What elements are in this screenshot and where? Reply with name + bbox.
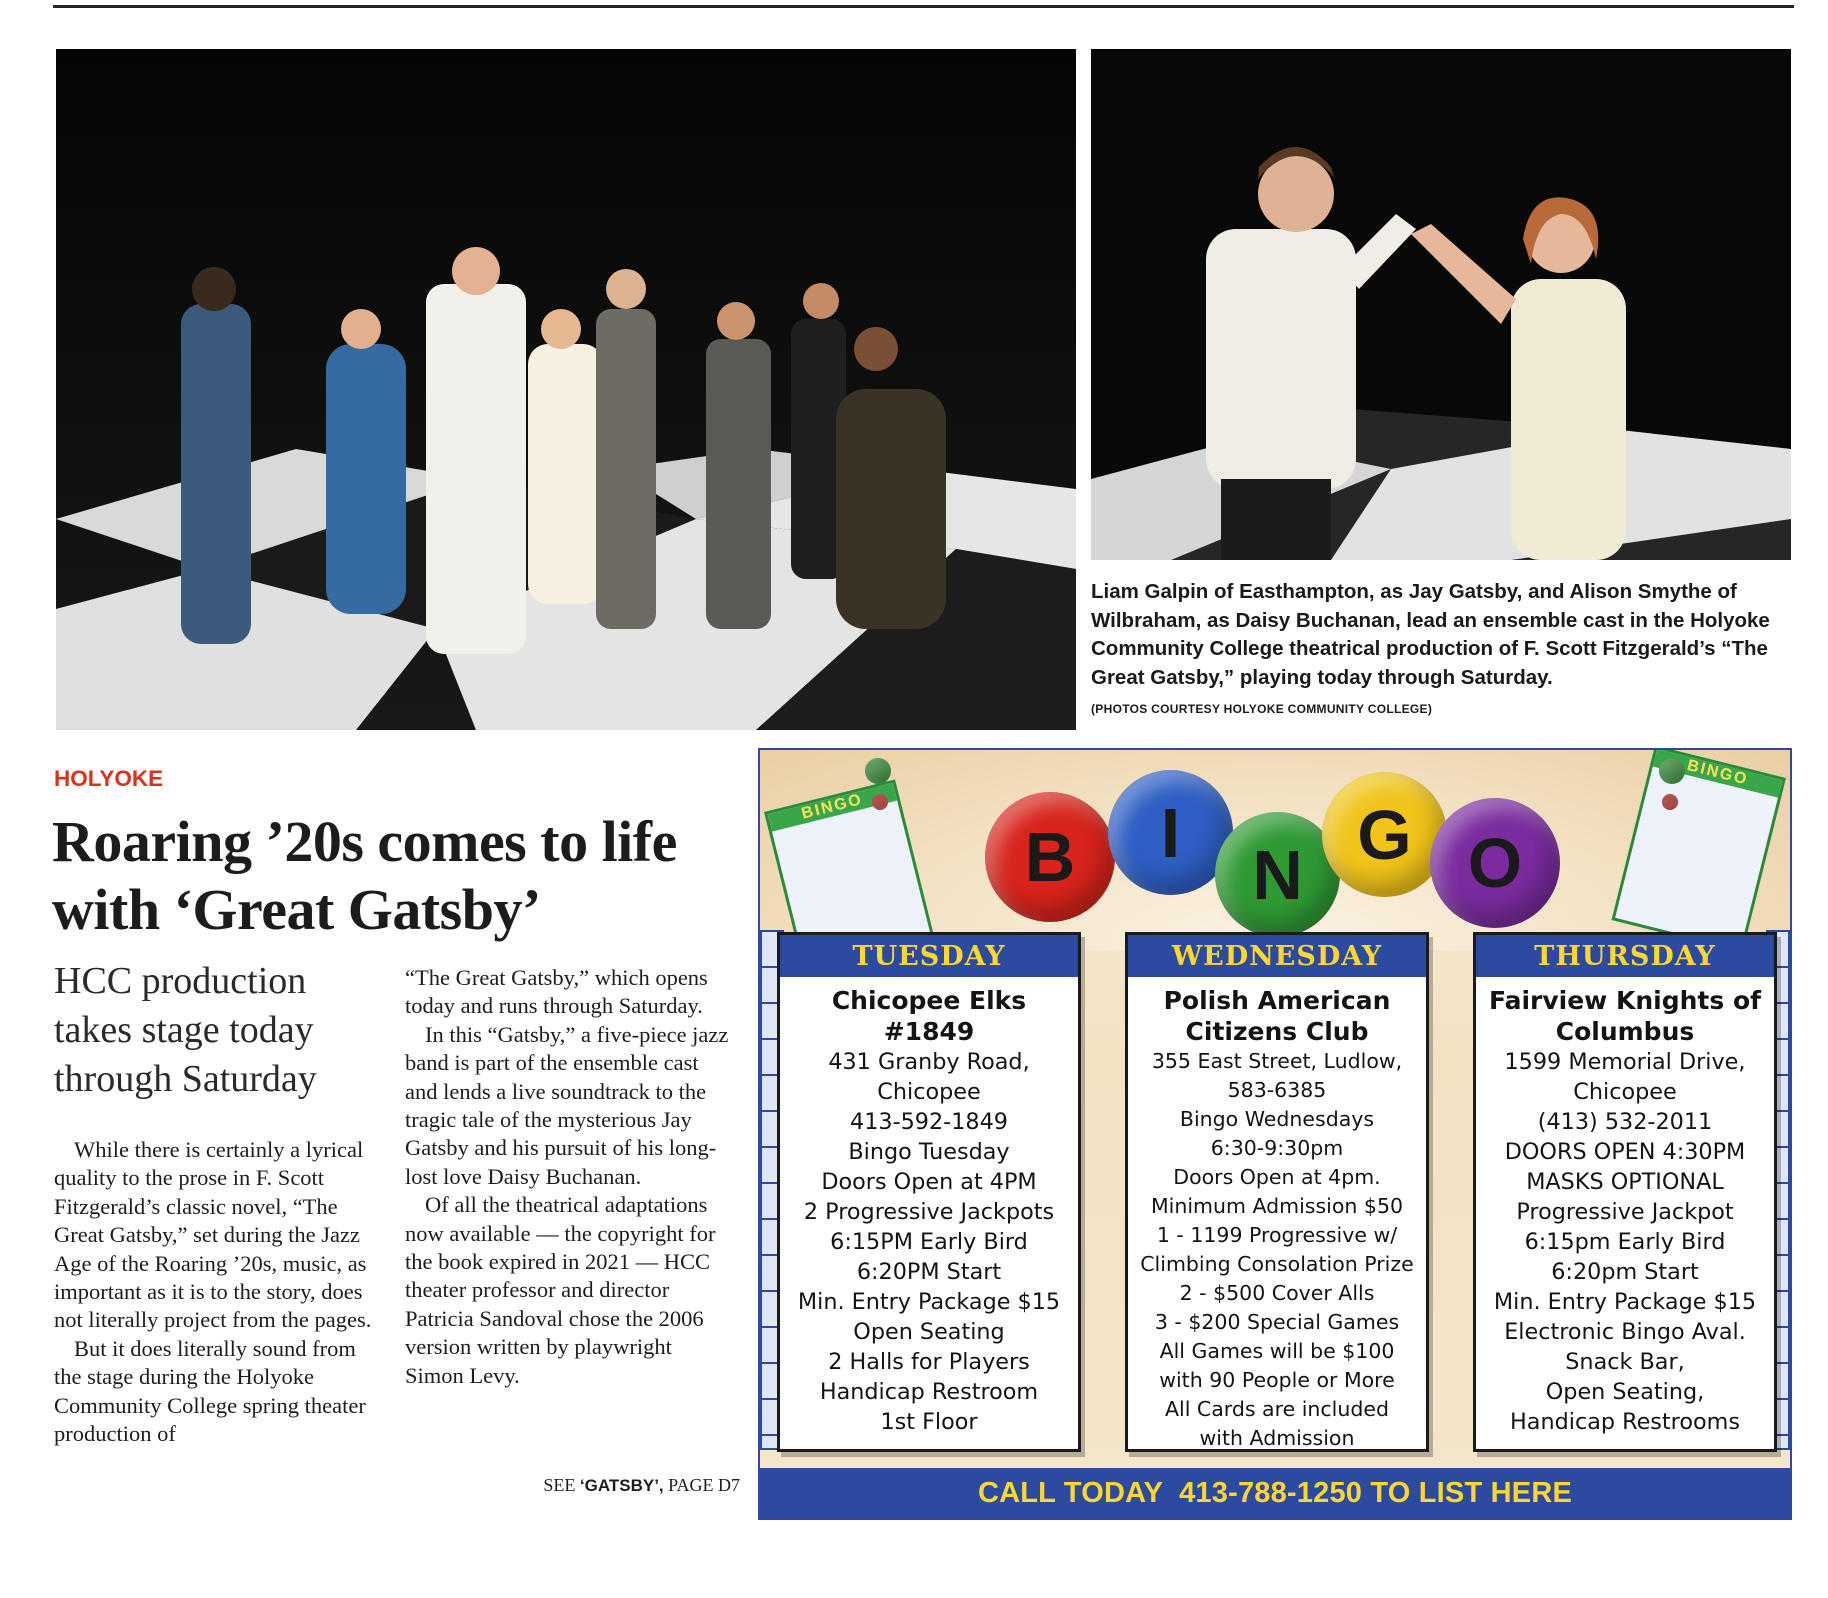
bingo-ball-g	[1322, 772, 1447, 897]
ball-letter: G	[1357, 795, 1412, 874]
jump-page: PAGE D7	[668, 1475, 740, 1495]
venue-line: Minimum Admission $50	[1150, 1194, 1404, 1218]
venue-line: 6:20PM Start	[856, 1259, 1002, 1285]
venue-line: Doors Open at 4pm.	[1173, 1165, 1381, 1189]
venue-line: 6:30-9:30pm	[1210, 1136, 1344, 1160]
venue-line: (413) 532-2011	[1537, 1109, 1713, 1135]
venue-line: Progressive Jackpot	[1516, 1199, 1734, 1225]
venue-line: 3 - $200 Special Games	[1154, 1310, 1400, 1334]
section-kicker: HOLYOKE	[54, 766, 164, 791]
venue-line: All Games will be $100	[1159, 1339, 1395, 1363]
venue-line: 2 Halls for Players	[828, 1349, 1030, 1375]
venue-line: MASKS OPTIONAL	[1526, 1169, 1724, 1195]
venue-panel-wednesday	[1125, 932, 1429, 1452]
paragraph: But it does literally sound from the stage during the Holyoke Community College spring theater production of	[54, 1335, 366, 1447]
jump-target: ‘GATSBY’,	[579, 1476, 664, 1495]
venue-name: Polish American	[1163, 986, 1391, 1015]
venue-panel-tuesday	[777, 932, 1081, 1452]
venue-name: Citizens Club	[1185, 1017, 1369, 1046]
small-bingo-ball-icon	[1659, 758, 1685, 784]
venue-line: Handicap Restroom	[819, 1379, 1039, 1405]
jump-line	[520, 1475, 740, 1496]
ball-letter: I	[1160, 793, 1181, 872]
venue-details	[1476, 977, 1774, 1437]
ad-footer-call-to-action: CALL TODAY 413-788-1250 TO LIST HERE	[760, 1468, 1790, 1518]
bingo-advertisement	[758, 748, 1792, 1520]
venue-line: Chicopee	[1573, 1079, 1677, 1105]
venue-line: All Cards are included	[1164, 1397, 1390, 1421]
day-heading: THURSDAY	[1476, 935, 1774, 977]
article-column-1	[54, 1136, 374, 1448]
venue-line: Bingo Tuesday	[848, 1139, 1010, 1165]
small-bingo-ball-icon	[865, 758, 891, 784]
bingo-card-label: BINGO	[768, 783, 898, 832]
photo-caption: Liam Galpin of Easthampton, as Jay Gatsby, and Alison Smythe of Wilbraham, as Daisy Buchanan, lead an ensemble cast in the Holyoke Community College theatrical production of F. Scott Fitzgerald’s “The Great Gatsby,” playing today through Saturday.	[1091, 580, 1770, 689]
jump-prefix: SEE	[543, 1475, 576, 1495]
ball-letter: N	[1252, 835, 1303, 914]
bingo-card-label: BINGO	[1653, 749, 1783, 798]
venue-line: Open Seating	[853, 1319, 1005, 1345]
venue-line: 583-6385	[1227, 1078, 1327, 1102]
venue-panel-thursday	[1473, 932, 1777, 1452]
venue-line: 1599 Memorial Drive,	[1504, 1049, 1746, 1075]
venue-line: 6:15PM Early Bird	[830, 1229, 1028, 1255]
ball-letter: O	[1467, 824, 1523, 902]
bingo-ball-o	[1430, 798, 1560, 928]
paragraph: “The Great Gatsby,” which opens today and runs through Saturday.	[405, 965, 708, 1019]
venue-line: Open Seating,	[1545, 1379, 1705, 1405]
venue-line: Snack Bar,	[1565, 1349, 1685, 1375]
venue-name: Fairview Knights of	[1488, 986, 1762, 1015]
venue-details	[1128, 977, 1426, 1453]
paragraph: Of all the theatrical adaptations now available — the copyright for the book expired in 2021 — HCC theater professor and director Patricia Sandoval chose the 2006 version written by playwright Simon Levy.	[405, 1192, 716, 1388]
day-heading: WEDNESDAY	[1128, 935, 1426, 977]
venue-name: Chicopee Elks	[831, 986, 1027, 1015]
venue-line: Min. Entry Package $15	[797, 1289, 1061, 1315]
paragraph: While there is certainly a lyrical quality to the prose in F. Scott Fitzgerald’s classic novel, “The Great Gatsby,” set during the Jazz Age of the Roaring ’20s, music, as important as it is to the story, does not literally project from the pages.	[54, 1137, 372, 1333]
venue-details	[780, 977, 1078, 1437]
venue-line: 1 - 1199 Progressive w/	[1156, 1223, 1398, 1247]
venue-line: 355 East Street, Ludlow,	[1151, 1049, 1403, 1073]
photo-credit: (PHOTOS COURTESY HOLYOKE COMMUNITY COLLEGE)	[1091, 702, 1433, 716]
venue-line: Electronic Bingo Aval.	[1504, 1319, 1746, 1345]
venue-line: 2 Progressive Jackpots	[803, 1199, 1055, 1225]
headline: Roaring ’20s comes to life with ‘Great Gatsby’	[52, 809, 677, 942]
venue-line: 6:15pm Early Bird	[1524, 1229, 1726, 1255]
ensemble-photo	[56, 49, 1076, 730]
small-bingo-ball-icon	[872, 794, 888, 810]
bingo-ball-b	[985, 792, 1115, 922]
venue-line: 413-592-1849	[850, 1109, 1008, 1135]
venue-line: 6:20pm Start	[1551, 1259, 1699, 1285]
top-rule	[53, 5, 1794, 8]
venue-name: Columbus	[1555, 1017, 1695, 1046]
day-heading: TUESDAY	[780, 935, 1078, 977]
venue-line: Bingo Wednesdays	[1179, 1107, 1375, 1131]
venue-line: with Admission	[1199, 1426, 1355, 1450]
article-column-2	[405, 964, 735, 1390]
venue-line: Doors Open at 4PM	[821, 1169, 1037, 1195]
subheadline: HCC production takes stage today through Saturday	[54, 960, 317, 1100]
venue-line: 1st Floor	[880, 1409, 978, 1435]
venue-line: Chicopee	[877, 1079, 981, 1105]
venue-line: Min. Entry Package $15	[1493, 1289, 1757, 1315]
small-bingo-ball-icon	[1662, 794, 1678, 810]
venue-line: with 90 People or More	[1159, 1368, 1395, 1392]
venue-line: Handicap Restrooms	[1510, 1409, 1740, 1435]
venue-line: DOORS OPEN 4:30PM	[1504, 1139, 1746, 1165]
paragraph: In this “Gatsby,” a five-piece jazz band is part of the ensemble cast and lends a live soundtrack to the tragic tale of the mysterious Jay Gatsby and his pursuit of his long-lost love Daisy Buchanan.	[405, 1021, 729, 1189]
ball-letter: B	[1024, 818, 1076, 896]
gatsby-daisy-photo	[1091, 49, 1791, 560]
venue-line: 431 Granby Road,	[828, 1049, 1030, 1075]
venue-name: #1849	[883, 1017, 975, 1046]
venue-line: 2 - $500 Cover Alls	[1179, 1281, 1375, 1305]
venue-line: Climbing Consolation Prize	[1140, 1252, 1414, 1276]
